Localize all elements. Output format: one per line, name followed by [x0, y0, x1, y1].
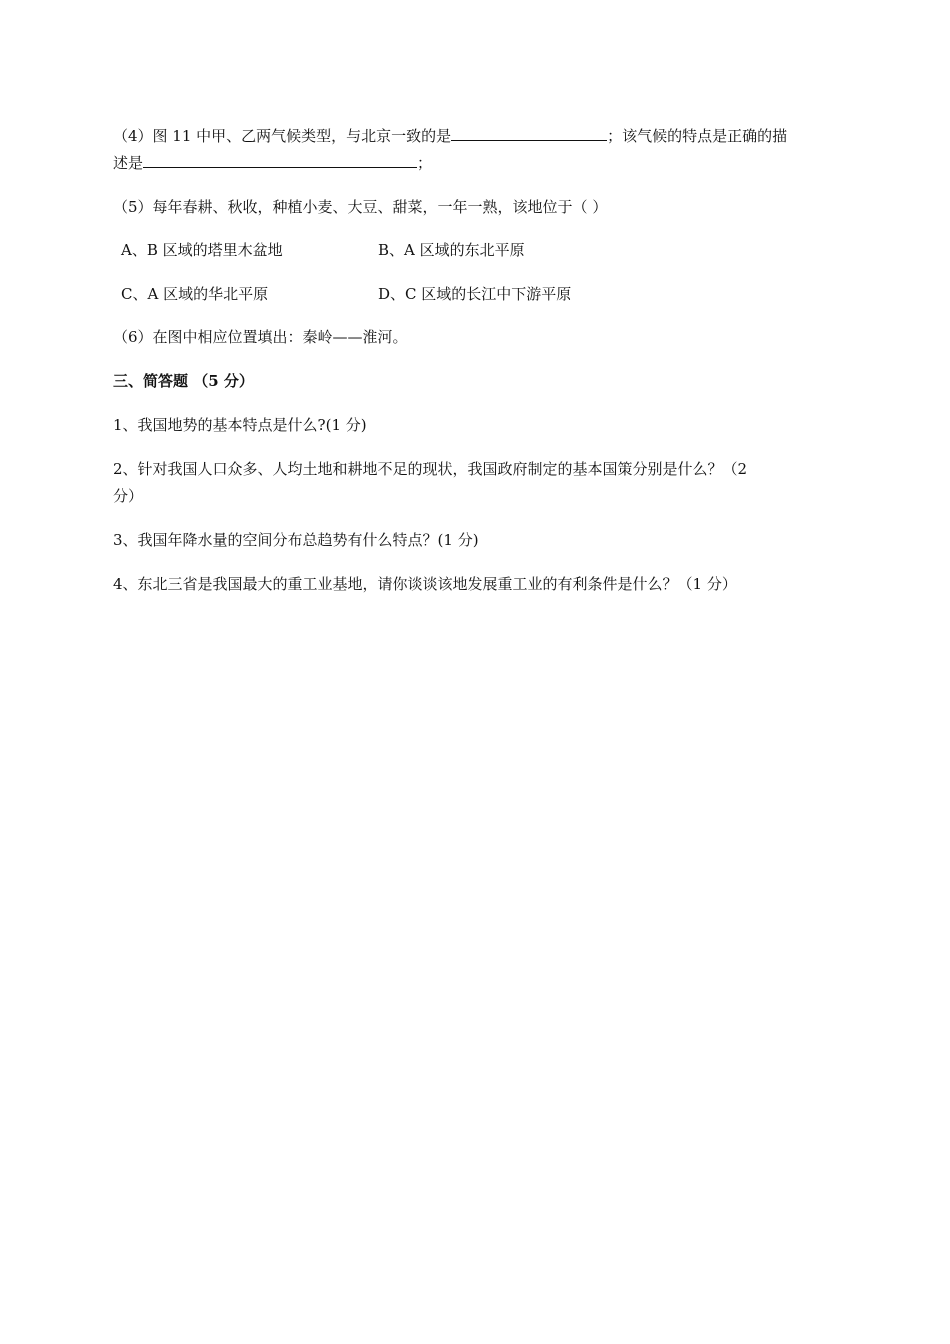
question-5-option-d: D、C 区域的长江中下游平原: [378, 285, 572, 303]
question-4-text-c: 述是: [113, 154, 144, 172]
short-answer-1: 1、我国地势的基本特点是什么?(1 分): [113, 416, 367, 434]
short-answer-2: 2、针对我国人口众多、人均土地和耕地不足的现状，我国政府制定的基本国策分别是什么？（2: [113, 460, 748, 478]
short-answer-4: 4、东北三省是我国最大的重工业基地，请你谈谈该地发展重工业的有利条件是什么？（1 分）: [113, 575, 737, 593]
question-4-text-d: ；: [417, 154, 433, 172]
question-6-text: （6）在图中相应位置填出：秦岭——淮河。: [113, 328, 408, 346]
question-4-line-1: [113, 124, 787, 147]
short-answer-2-continued: 分）: [113, 487, 144, 505]
question-5-stem: （5）每年春耕、秋收，种植小麦、大豆、甜菜，一年一熟，该地位于（ ）: [113, 198, 608, 216]
question-4-line-2: [113, 151, 432, 174]
question-5-option-a: A、B 区域的塔里木盆地: [121, 241, 283, 259]
question-5-option-c: C、A 区域的华北平原: [121, 285, 269, 303]
question-5-option-b: B、A 区域的东北平原: [378, 241, 525, 259]
question-4-text-b: ；该气候的特点是正确的描: [607, 127, 788, 145]
question-4-text-a: （4）图 11 中甲、乙两气候类型，与北京一致的是: [113, 127, 452, 145]
section-3-heading: 三、简答题 （5 分）: [113, 372, 254, 390]
short-answer-3: 3、我国年降水量的空间分布总趋势有什么特点？(1 分): [113, 531, 479, 549]
answer-blank-climate-type[interactable]: [451, 124, 607, 141]
answer-blank-climate-features[interactable]: [143, 151, 417, 168]
